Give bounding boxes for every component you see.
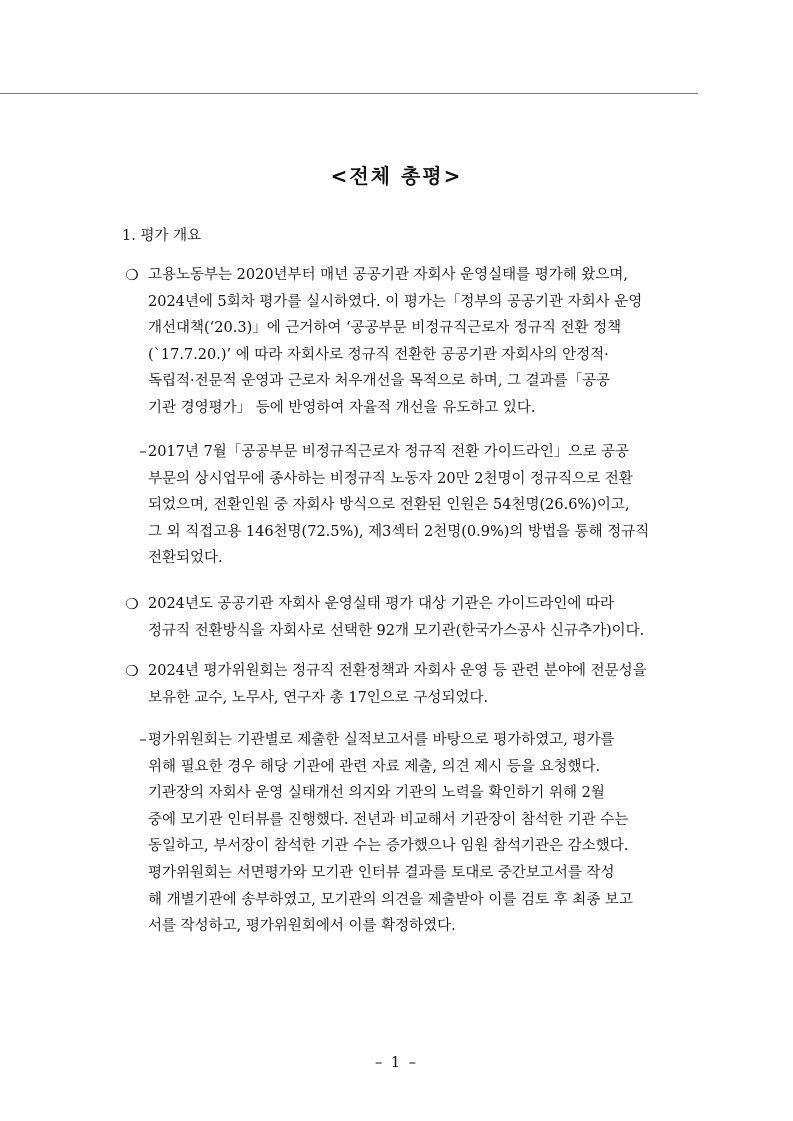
paragraph-text: 기관장의 자회사 운영 실태개선 의지와 기관의 노력을 확인하기 위해 2월 bbox=[148, 785, 605, 802]
paragraph-line bbox=[148, 807, 633, 834]
paragraph-line bbox=[125, 658, 647, 685]
paragraph-1 bbox=[0, 262, 642, 422]
paragraph-line bbox=[148, 887, 633, 914]
paragraph-text: 2024년도 공공기관 자회사 운영실태 평가 대상 기관은 가이드라인에 따라 bbox=[148, 596, 614, 612]
paragraph-4 bbox=[0, 658, 647, 711]
paragraph-line bbox=[148, 780, 633, 807]
circle-bullet-icon: ❍ bbox=[125, 662, 139, 680]
header-rule bbox=[0, 93, 698, 94]
paragraph-line bbox=[139, 727, 633, 754]
page-number: – 1 – bbox=[375, 1055, 418, 1071]
paragraph-text: 개선대책(‘20.3)」에 근거하여 ‘공공부문 비정규직근로자 정규직 전환 정책 bbox=[148, 320, 622, 337]
paragraph-5 bbox=[0, 727, 633, 940]
paragraph-line bbox=[148, 618, 644, 645]
paragraph-line bbox=[148, 833, 633, 860]
paragraph-text: 평가위원회는 기관별로 제출한 실적보고서를 바탕으로 평가하였고, 평가를 bbox=[148, 732, 615, 748]
paragraph-text: 2024년 평가위원회는 정규직 전환정책과 자회사 운영 등 관련 분야에 전문성을 bbox=[148, 663, 647, 679]
paragraph-line bbox=[148, 289, 642, 316]
paragraph-text: 그 외 직접고용 146천명(72.5%), 제3섹터 2천명(0.9%)의 방법을 통해 정규직 bbox=[148, 523, 650, 540]
paragraph-line bbox=[148, 519, 649, 546]
circle-bullet-icon: ❍ bbox=[125, 595, 139, 613]
paragraph-text: 기관 경영평가」 등에 반영하여 자율적 개선을 유도하고 있다. bbox=[148, 399, 536, 416]
paragraph-text: 중에 모기관 인터뷰를 진행했다. 전년과 비교해서 기관장이 참석한 기관 수는 bbox=[148, 811, 629, 828]
paragraph-text: 2024년에 5회차 평가를 실시하였다. 이 평가는「정부의 공공기관 자회사 운영 bbox=[148, 293, 643, 310]
paragraph-text: 독립적·전문적 운영과 근로자 처우개선을 목적으로 하며, 그 결과를「공공 bbox=[148, 373, 611, 390]
paragraph-3 bbox=[0, 591, 644, 644]
paragraph-line bbox=[148, 913, 633, 940]
paragraph-text: 전환되었다. bbox=[148, 550, 223, 567]
paragraph-line bbox=[148, 685, 647, 712]
paragraph-text: (`17.7.20.)’ 에 따라 자회사로 정규직 전환한 공공기관 자회사의 안정적· bbox=[148, 346, 609, 363]
paragraph-line bbox=[148, 395, 642, 422]
paragraph-text: 보유한 교수, 노무사, 연구자 총 17인으로 구성되었다. bbox=[148, 689, 489, 706]
paragraph-text: 되었으며, 전환인원 중 자회사 방식으로 전환된 인원은 54천명(26.6%)이고, bbox=[148, 497, 630, 514]
paragraph-line bbox=[125, 591, 644, 618]
paragraph-line bbox=[148, 860, 633, 887]
paragraph-line bbox=[148, 754, 633, 781]
paragraph-text: 평가위원회는 서면평가와 모기관 인터뷰 결과를 토대로 중간보고서를 작성 bbox=[148, 864, 615, 881]
paragraph-text: 동일하고, 부서장이 참석한 기관 수는 증가했으나 임원 참석기관은 감소했다. bbox=[148, 838, 629, 855]
dash-bullet-icon: – bbox=[139, 444, 147, 460]
paragraph-line bbox=[148, 368, 642, 395]
paragraph-2 bbox=[0, 439, 649, 572]
paragraph-text: 부문의 상시업무에 종사하는 비정규직 노동자 20만 2천명이 정규직으로 전환 bbox=[148, 470, 633, 487]
paragraph-line bbox=[148, 342, 642, 369]
page-title: <전체 총평> bbox=[330, 164, 463, 188]
paragraph-text: 고용노동부는 2020년부터 매년 공공기관 자회사 운영실태를 평가해 왔으며, bbox=[148, 267, 628, 283]
section-heading: 1. 평가 개요 bbox=[122, 228, 202, 244]
paragraph-line bbox=[125, 262, 642, 289]
paragraph-line bbox=[139, 439, 649, 466]
paragraph-line bbox=[148, 315, 642, 342]
paragraph-text: 정규직 전환방식을 자회사로 선택한 92개 모기관(한국가스공사 신규추가)이다. bbox=[148, 622, 645, 639]
paragraph-line bbox=[148, 545, 649, 572]
paragraph-text: 서를 작성하고, 평가위원회에서 이를 확정하였다. bbox=[148, 918, 456, 935]
dash-bullet-icon: – bbox=[139, 732, 147, 748]
circle-bullet-icon: ❍ bbox=[125, 266, 139, 284]
paragraph-line bbox=[148, 492, 649, 519]
paragraph-line bbox=[148, 466, 649, 493]
paragraph-text: 2017년 7월「공공부문 비정규직근로자 정규직 전환 가이드라인」으로 공공 bbox=[148, 444, 629, 460]
paragraph-text: 해 개별기관에 송부하였고, 모기관의 의견을 제출받아 이를 검토 후 최종 보고 bbox=[148, 891, 633, 908]
paragraph-text: 위해 필요한 경우 해당 기관에 관련 자료 제출, 의견 제시 등을 요청했다. bbox=[148, 758, 601, 775]
